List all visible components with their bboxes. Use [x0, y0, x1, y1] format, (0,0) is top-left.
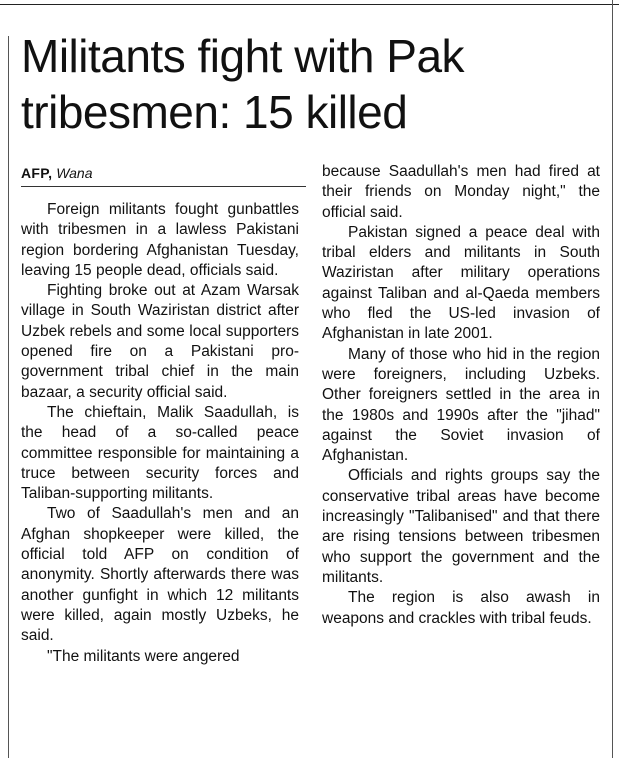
byline-place: Wana [56, 165, 93, 181]
paragraph: Many of those who hid in the region were foreigners, including Uzbeks. Other foreigners settled in the area in the 1980s and 1990s after the "jihad" against the Soviet invasion of Afghanistan. [322, 345, 600, 465]
top-rule [0, 4, 619, 5]
byline-agency: AFP, [21, 165, 53, 181]
article-column-2 [322, 162, 600, 629]
paragraph: The region is also awash in weapons and crackles with tribal feuds. [322, 589, 600, 627]
paragraph: The chieftain, Malik Saadullah, is the head of a so-called peace committee responsible for maintaining a truce between security forces and Taliban-supporting militants. [21, 403, 299, 503]
byline [21, 164, 306, 187]
right-column-rule [612, 0, 613, 758]
paragraph-continued: because Saadullah's men had fired at their friends on Monday night," the official said. [322, 163, 600, 221]
article-column-1 [21, 200, 299, 667]
paragraph: "The militants were angered [47, 647, 240, 665]
paragraph: Two of Saadullah's men and an Afghan shopkeeper were killed, the official told AFP on condition of anonymity. Shortly afterwards there was another gunfight in which 12 militants were killed, again mostly Uzbeks, he said. [21, 505, 299, 645]
headline: Militants fight with Pak tribesmen: 15 killed [21, 30, 465, 138]
paragraph: Fighting broke out at Azam Warsak village in South Waziristan district after Uzbek rebels and some local supporters opened fire on a Pakistani pro-government tribal chief in the main bazaar, a security official said. [21, 282, 299, 401]
left-column-rule [8, 36, 9, 758]
paragraph: Officials and rights groups say the conservative tribal areas have become increasingly "Talibanised" and that there are rising tensions between tribesmen who support the government and the militants. [322, 467, 600, 586]
paragraph: Foreign militants fought gunbattles with tribesmen in a lawless Pakistani region bordering Afghanistan Tuesday, leaving 15 people dead, officials said. [21, 201, 299, 279]
paragraph: Pakistan signed a peace deal with tribal elders and militants in South Waziristan after military operations against Taliban and al-Qaeda members who fled the US-led invasion of Afghanistan in late 2001. [322, 223, 600, 343]
